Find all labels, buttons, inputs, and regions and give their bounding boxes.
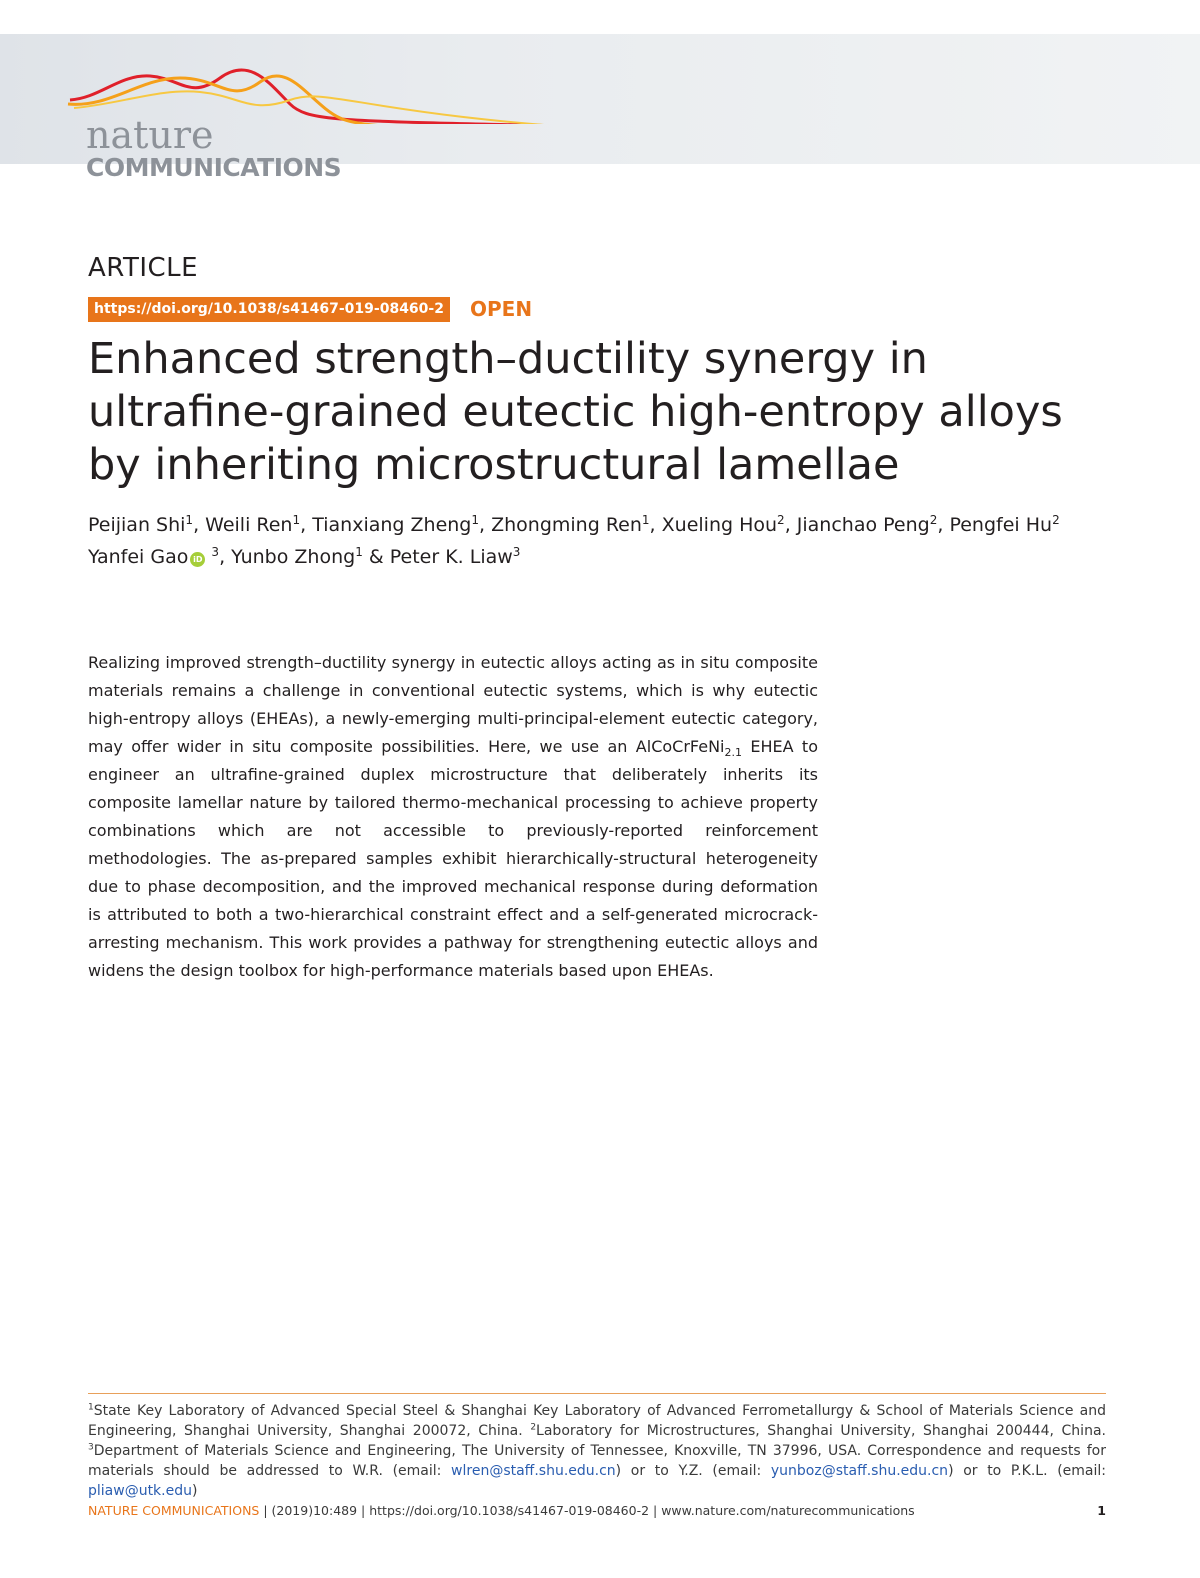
footer-citation: | (2019)10:489 | https://doi.org/10.1038/s41467-019-08460-2 | www.nature.com/naturecommunications [259, 1503, 915, 1518]
author-name[interactable]: Tianxiang Zheng [312, 514, 472, 536]
author-affiliation-number: 3 [211, 545, 220, 559]
author-separator: , [193, 514, 206, 536]
open-access-badge: OPEN [470, 297, 533, 321]
affiliation-end: ) [192, 1483, 198, 1499]
author-affiliation-number: 1 [292, 513, 301, 527]
footer-journal-name: NATURE COMMUNICATIONS [88, 1503, 260, 1518]
affiliation-mid-2: ) or to P.K.L. (email: [948, 1463, 1106, 1479]
author-separator: , [300, 514, 313, 536]
author-separator: , [649, 514, 662, 536]
orcid-icon[interactable]: iD [190, 552, 205, 567]
logo-communications-text: COMMUNICATIONS [86, 153, 342, 182]
author-name[interactable]: Peter K. Liaw [389, 546, 513, 568]
abstract-text-2: EHEA to engineer an ultrafine-grained duplex microstructure that deliberately inherits its composite lamellar nature by tailored thermo-mechanical processing to achieve property combinations which are not accessible to previously-reported reinforcement methodologies. The as-prepared samples exhibit hierarchically-structural heterogeneity due to phase decomposition, and the improved mechanical response during deformation is attributed to both a two-hierarchical constraint effect and a self-generated microcrack-arresting mechanism. This work provides a pathway for strengthening eutectic alloys and widens the design toolbox for high-performance materials based upon EHEAs. [88, 737, 818, 980]
author-affiliation-number: 2 [1052, 513, 1060, 527]
author-separator: , [784, 514, 797, 536]
article-type-label: ARTICLE [88, 253, 199, 283]
affiliations [88, 1401, 1106, 1501]
author-separator: , [219, 546, 232, 568]
author-affiliation-number: 1 [185, 513, 194, 527]
author-name[interactable]: Peijian Shi [88, 514, 186, 536]
author-name[interactable]: Yunbo Zhong [231, 546, 356, 568]
email-link-yzhong[interactable]: yunboz@staff.shu.edu.cn [770, 1463, 949, 1479]
abstract [88, 649, 818, 985]
page-number: 1 [1097, 1503, 1106, 1518]
aff-num-2: 2 [530, 1422, 537, 1433]
author-name[interactable]: Weili Ren [205, 514, 293, 536]
author-affiliation-number: 1 [641, 513, 650, 527]
doi-link[interactable]: https://doi.org/10.1038/s41467-019-08460-2 [88, 297, 450, 322]
author-name[interactable]: Yanfei Gao [88, 546, 189, 568]
author-separator: & [362, 546, 390, 568]
article-title: Enhanced strength–ductility synergy in ultrafine-grained eutectic high-entropy alloys by inheriting microstructural lamellae [88, 334, 1063, 490]
email-link-pliaw[interactable]: pliaw@utk.edu [88, 1483, 192, 1499]
author-affiliation-number: 2 [777, 513, 785, 527]
affiliation-3: Department of Materials Science and Engineering, The University of Tennessee, Knoxville, TN 37996, USA. Correspondence and requests for materials should be addressed to W.R. (email: [88, 1443, 1106, 1479]
author-name[interactable]: Xueling Hou [661, 514, 778, 536]
abstract-subscript: 2.1 [724, 746, 742, 760]
journal-banner [0, 34, 1200, 182]
abstract-text-1: Realizing improved strength–ductility synergy in eutectic alloys acting as in situ composite materials remains a challenge in conventional eutectic systems, which is why eutectic high-entropy alloys (EHEAs), a newly-emerging multi-principal-element eutectic category, may offer wider in situ composite possibilities. Here, we use an AlCoCrFeNi [88, 653, 818, 756]
email-link-wren[interactable]: wlren@staff.shu.edu.cn [451, 1463, 616, 1479]
author-affiliation-number: 3 [512, 545, 521, 559]
affiliation-mid-1: ) or to Y.Z. (email: [615, 1463, 771, 1479]
aff-num-3: 3 [88, 1442, 94, 1453]
author-list [88, 509, 1108, 573]
author-separator: , [937, 514, 950, 536]
page-footer [88, 1503, 1106, 1518]
affiliation-divider [88, 1393, 1106, 1394]
author-name[interactable]: Jianchao Peng [796, 514, 930, 536]
aff-num-1: 1 [88, 1402, 94, 1413]
author-affiliation-number: 1 [355, 545, 363, 559]
author-affiliation-number: 1 [471, 513, 480, 527]
author-separator: , [479, 514, 492, 536]
author-affiliation-number: 2 [929, 513, 938, 527]
logo-nature-text: nature [86, 113, 214, 157]
author-name[interactable]: Zhongming Ren [491, 514, 642, 536]
author-name[interactable]: Pengfei Hu [949, 514, 1053, 536]
affiliation-1: State Key Laboratory of Advanced Special Steel & Shanghai Key Laboratory of Advanced Ferrometallurgy & School of Materials Science and Engineering, Shanghai University, Shanghai 200072, China. [88, 1403, 1106, 1439]
affiliation-2: Laboratory for Microstructures, Shanghai University, Shanghai 200444, China. [536, 1423, 1106, 1439]
